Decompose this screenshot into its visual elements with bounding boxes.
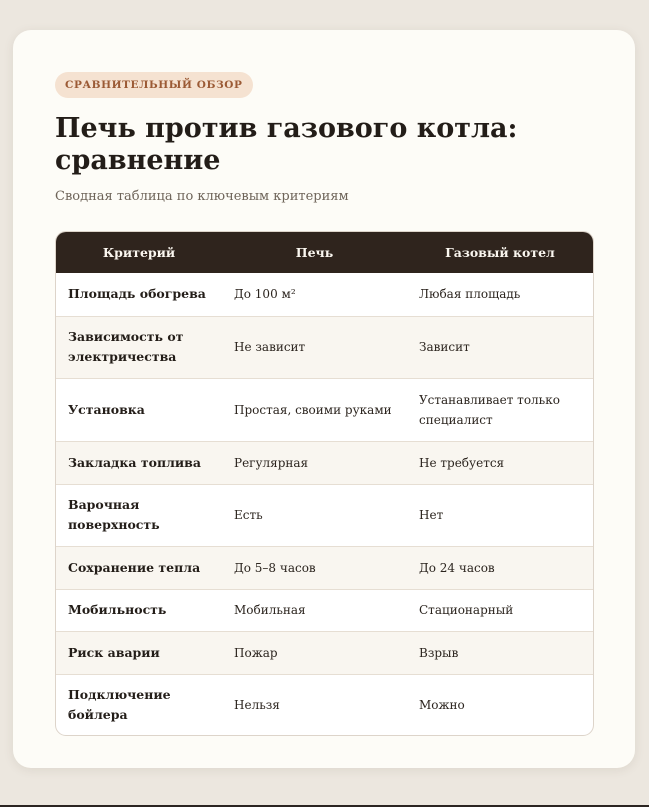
boiler-cell: Устанавливает только специалист — [407, 378, 593, 441]
header-boiler: Газовый котел — [407, 232, 593, 273]
table-row — [56, 589, 593, 631]
stove-cell: Регулярная — [222, 441, 407, 484]
table-row — [56, 546, 593, 589]
table-row — [56, 441, 593, 484]
table-row — [56, 674, 593, 735]
table-row — [56, 631, 593, 674]
criterion-cell: Подключение бойлера — [56, 674, 222, 735]
boiler-cell: Нет — [407, 484, 593, 546]
header-stove: Печь — [222, 232, 407, 273]
boiler-cell: Стационарный — [407, 589, 593, 631]
article-card — [13, 30, 635, 768]
table-row — [56, 273, 593, 316]
page-title: Печь против газового котла: сравнение — [55, 113, 518, 176]
boiler-cell: Не требуется — [407, 441, 593, 484]
stove-cell: Простая, своими руками — [222, 378, 407, 441]
boiler-cell: Зависит — [407, 316, 593, 378]
stove-cell: Мобильная — [222, 589, 407, 631]
criterion-cell: Установка — [56, 378, 222, 441]
criterion-cell: Сохранение тепла — [56, 546, 222, 589]
boiler-cell: До 24 часов — [407, 546, 593, 589]
table-header-row — [56, 232, 593, 273]
stove-cell: Нельзя — [222, 674, 407, 735]
criterion-cell: Риск аварии — [56, 631, 222, 674]
stove-cell: Пожар — [222, 631, 407, 674]
comparison-table — [55, 231, 594, 736]
criterion-cell: Мобильность — [56, 589, 222, 631]
header-criterion: Критерий — [56, 232, 222, 273]
stove-cell: Не зависит — [222, 316, 407, 378]
table-row — [56, 484, 593, 546]
criterion-cell: Закладка топлива — [56, 441, 222, 484]
boiler-cell: Взрыв — [407, 631, 593, 674]
boiler-cell: Можно — [407, 674, 593, 735]
criterion-cell: Зависимость от электричества — [56, 316, 222, 378]
stove-cell: До 100 м² — [234, 287, 296, 302]
boiler-cell: Любая площадь — [419, 287, 521, 302]
table-row — [56, 316, 593, 378]
table-row — [56, 378, 593, 441]
category-badge: СРАВНИТЕЛЬНЫЙ ОБЗОР — [55, 72, 253, 98]
stove-cell: До 5–8 часов — [222, 546, 407, 589]
criterion-cell: Площадь обогрева — [68, 286, 206, 302]
stove-cell: Есть — [222, 484, 407, 546]
criterion-cell: Варочная поверхность — [56, 484, 222, 546]
page-subtitle: Сводная таблица по ключевым критериям — [55, 189, 349, 204]
